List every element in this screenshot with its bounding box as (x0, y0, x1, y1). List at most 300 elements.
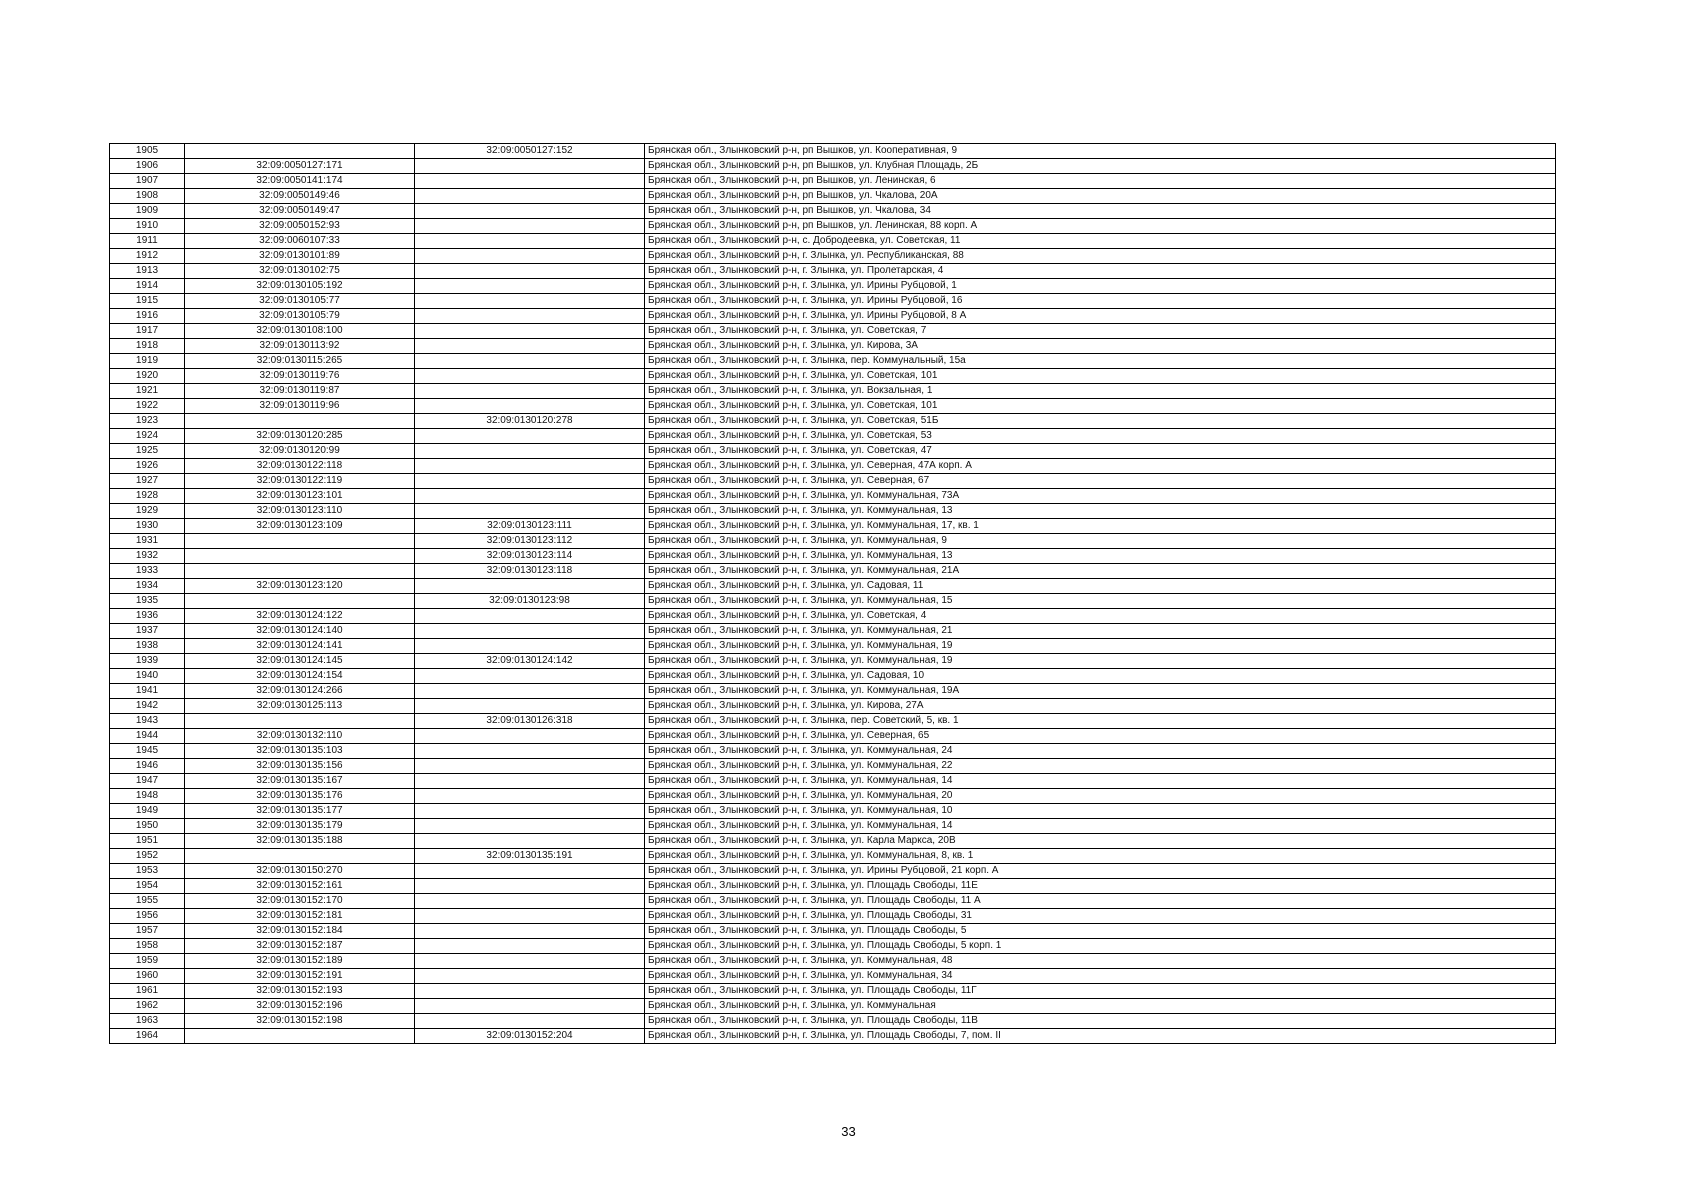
row-number-cell: 1950 (110, 819, 185, 834)
row-number-cell: 1926 (110, 459, 185, 474)
related-cadastral-number-cell (415, 354, 645, 369)
table-row (110, 474, 1556, 489)
table-row (110, 759, 1556, 774)
table-row (110, 339, 1556, 354)
related-cadastral-number-cell (415, 384, 645, 399)
table-row (110, 714, 1556, 729)
row-number-cell: 1941 (110, 684, 185, 699)
address-cell: Брянская обл., Злынковский р-н, рп Вышков, ул. Чкалова, 20А (645, 189, 1556, 204)
row-number-cell: 1952 (110, 849, 185, 864)
related-cadastral-number-cell (415, 234, 645, 249)
cadastral-number-cell: 32:09:0130135:176 (185, 789, 415, 804)
cadastral-number-cell: 32:09:0130122:119 (185, 474, 415, 489)
table-row (110, 504, 1556, 519)
cadastral-number-cell: 32:09:0130152:193 (185, 984, 415, 999)
cadastral-number-cell: 32:09:0130124:154 (185, 669, 415, 684)
address-cell: Брянская обл., Злынковский р-н, г. Злынка, ул. Советская, 4 (645, 609, 1556, 624)
row-number-cell: 1936 (110, 609, 185, 624)
address-cell: Брянская обл., Злынковский р-н, г. Злынка, ул. Коммунальная, 17, кв. 1 (645, 519, 1556, 534)
cadastral-number-cell: 32:09:0130108:100 (185, 324, 415, 339)
address-cell: Брянская обл., Злынковский р-н, г. Злынка, ул. Коммунальная, 10 (645, 804, 1556, 819)
related-cadastral-number-cell (415, 444, 645, 459)
row-number-cell: 1940 (110, 669, 185, 684)
row-number-cell: 1911 (110, 234, 185, 249)
cadastral-number-cell (185, 144, 415, 159)
row-number-cell: 1914 (110, 279, 185, 294)
table-row (110, 1014, 1556, 1029)
row-number-cell: 1928 (110, 489, 185, 504)
cadastral-number-cell: 32:09:0130152:161 (185, 879, 415, 894)
cadastral-number-cell: 32:09:0130135:188 (185, 834, 415, 849)
row-number-cell: 1927 (110, 474, 185, 489)
cadastral-number-cell: 32:09:0130152:198 (185, 1014, 415, 1029)
related-cadastral-number-cell (415, 429, 645, 444)
row-number-cell: 1944 (110, 729, 185, 744)
cadastral-number-cell: 32:09:0130135:103 (185, 744, 415, 759)
related-cadastral-number-cell (415, 399, 645, 414)
table-row (110, 189, 1556, 204)
related-cadastral-number-cell: 32:09:0130123:111 (415, 519, 645, 534)
row-number-cell: 1912 (110, 249, 185, 264)
cadastral-number-cell: 32:09:0130125:113 (185, 699, 415, 714)
row-number-cell: 1923 (110, 414, 185, 429)
row-number-cell: 1964 (110, 1029, 185, 1044)
related-cadastral-number-cell (415, 834, 645, 849)
address-cell: Брянская обл., Злынковский р-н, г. Злынка, ул. Коммунальная, 9 (645, 534, 1556, 549)
address-cell: Брянская обл., Злынковский р-н, г. Злынка, ул. Северная, 65 (645, 729, 1556, 744)
address-cell: Брянская обл., Злынковский р-н, г. Злынка, ул. Северная, 67 (645, 474, 1556, 489)
cadastral-number-cell: 32:09:0130119:76 (185, 369, 415, 384)
related-cadastral-number-cell (415, 879, 645, 894)
address-cell: Брянская обл., Злынковский р-н, г. Злынка, ул. Коммунальная, 73А (645, 489, 1556, 504)
table-row (110, 309, 1556, 324)
address-cell: Брянская обл., Злынковский р-н, г. Злынка, ул. Коммунальная, 22 (645, 759, 1556, 774)
table-row (110, 159, 1556, 174)
cadastral-number-cell: 32:09:0130105:77 (185, 294, 415, 309)
related-cadastral-number-cell: 32:09:0050127:152 (415, 144, 645, 159)
table-row (110, 684, 1556, 699)
related-cadastral-number-cell (415, 759, 645, 774)
row-number-cell: 1937 (110, 624, 185, 639)
address-cell: Брянская обл., Злынковский р-н, рп Вышков, ул. Кооперативная, 9 (645, 144, 1556, 159)
related-cadastral-number-cell (415, 789, 645, 804)
table-row (110, 444, 1556, 459)
cadastral-number-cell (185, 564, 415, 579)
related-cadastral-number-cell (415, 279, 645, 294)
cadastral-number-cell: 32:09:0130152:181 (185, 909, 415, 924)
row-number-cell: 1920 (110, 369, 185, 384)
related-cadastral-number-cell (415, 909, 645, 924)
address-cell: Брянская обл., Злынковский р-н, рп Вышков, ул. Чкалова, 34 (645, 204, 1556, 219)
row-number-cell: 1958 (110, 939, 185, 954)
related-cadastral-number-cell: 32:09:0130120:278 (415, 414, 645, 429)
cadastral-number-cell (185, 414, 415, 429)
address-cell: Брянская обл., Злынковский р-н, г. Злынка, ул. Коммунальная, 14 (645, 819, 1556, 834)
address-cell: Брянская обл., Злынковский р-н, г. Злынка, ул. Площадь Свободы, 31 (645, 909, 1556, 924)
row-number-cell: 1955 (110, 894, 185, 909)
row-number-cell: 1907 (110, 174, 185, 189)
related-cadastral-number-cell (415, 864, 645, 879)
cadastral-number-cell: 32:09:0130123:109 (185, 519, 415, 534)
table-row (110, 414, 1556, 429)
related-cadastral-number-cell: 32:09:0130123:112 (415, 534, 645, 549)
address-cell: Брянская обл., Злынковский р-н, г. Злынка, ул. Советская, 101 (645, 369, 1556, 384)
table-row (110, 849, 1556, 864)
cadastral-number-cell: 32:09:0130124:266 (185, 684, 415, 699)
row-number-cell: 1924 (110, 429, 185, 444)
table-row (110, 279, 1556, 294)
row-number-cell: 1909 (110, 204, 185, 219)
table-row (110, 744, 1556, 759)
address-cell: Брянская обл., Злынковский р-н, с. Добродеевка, ул. Советская, 11 (645, 234, 1556, 249)
address-cell: Брянская обл., Злынковский р-н, г. Злынка, пер. Коммунальный, 15а (645, 354, 1556, 369)
cadastral-number-cell (185, 534, 415, 549)
row-number-cell: 1957 (110, 924, 185, 939)
cadastral-number-cell: 32:09:0130135:156 (185, 759, 415, 774)
table-row (110, 249, 1556, 264)
related-cadastral-number-cell (415, 339, 645, 354)
table-row (110, 624, 1556, 639)
related-cadastral-number-cell (415, 189, 645, 204)
row-number-cell: 1959 (110, 954, 185, 969)
related-cadastral-number-cell (415, 729, 645, 744)
address-cell: Брянская обл., Злынковский р-н, г. Злынка, ул. Ирины Рубцовой, 1 (645, 279, 1556, 294)
address-cell: Брянская обл., Злынковский р-н, г. Злынка, ул. Площадь Свободы, 5 (645, 924, 1556, 939)
table-row (110, 639, 1556, 654)
related-cadastral-number-cell: 32:09:0130123:114 (415, 549, 645, 564)
table-row (110, 774, 1556, 789)
cadastral-number-cell: 32:09:0050149:47 (185, 204, 415, 219)
address-cell: Брянская обл., Злынковский р-н, г. Злынка, ул. Коммунальная, 21А (645, 564, 1556, 579)
table-row (110, 729, 1556, 744)
page-number: 33 (841, 1124, 856, 1139)
address-cell: Брянская обл., Злынковский р-н, г. Злынка, ул. Северная, 47А корп. А (645, 459, 1556, 474)
table-row (110, 294, 1556, 309)
row-number-cell: 1906 (110, 159, 185, 174)
table-row (110, 924, 1556, 939)
cadastral-number-cell: 32:09:0130152:170 (185, 894, 415, 909)
address-cell: Брянская обл., Злынковский р-н, г. Злынка, ул. Коммунальная, 14 (645, 774, 1556, 789)
related-cadastral-number-cell (415, 819, 645, 834)
related-cadastral-number-cell: 32:09:0130123:118 (415, 564, 645, 579)
row-number-cell: 1938 (110, 639, 185, 654)
cadastral-number-cell: 32:09:0130123:110 (185, 504, 415, 519)
table-row (110, 204, 1556, 219)
row-number-cell: 1913 (110, 264, 185, 279)
address-cell: Брянская обл., Злынковский р-н, г. Злынка, ул. Коммунальная, 34 (645, 969, 1556, 984)
related-cadastral-number-cell (415, 954, 645, 969)
address-cell: Брянская обл., Злынковский р-н, г. Злынка, ул. Садовая, 11 (645, 579, 1556, 594)
row-number-cell: 1916 (110, 309, 185, 324)
related-cadastral-number-cell (415, 219, 645, 234)
address-cell: Брянская обл., Злынковский р-н, рп Вышков, ул. Ленинская, 88 корп. А (645, 219, 1556, 234)
address-cell: Брянская обл., Злынковский р-н, рп Вышков, ул. Клубная Площадь, 2Б (645, 159, 1556, 174)
related-cadastral-number-cell (415, 999, 645, 1014)
related-cadastral-number-cell (415, 624, 645, 639)
row-number-cell: 1954 (110, 879, 185, 894)
cadastral-number-cell: 32:09:0130101:89 (185, 249, 415, 264)
address-cell: Брянская обл., Злынковский р-н, г. Злынка, ул. Советская, 101 (645, 399, 1556, 414)
address-cell: Брянская обл., Злынковский р-н, г. Злынка, ул. Коммунальная, 13 (645, 504, 1556, 519)
table-row (110, 519, 1556, 534)
related-cadastral-number-cell (415, 609, 645, 624)
address-cell: Брянская обл., Злынковский р-н, г. Злынка, ул. Советская, 47 (645, 444, 1556, 459)
cadastral-number-cell: 32:09:0130135:177 (185, 804, 415, 819)
row-number-cell: 1948 (110, 789, 185, 804)
row-number-cell: 1925 (110, 444, 185, 459)
address-cell: Брянская обл., Злынковский р-н, г. Злынка, ул. Коммунальная, 8, кв. 1 (645, 849, 1556, 864)
address-cell: Брянская обл., Злынковский р-н, г. Злынка, ул. Советская, 7 (645, 324, 1556, 339)
cadastral-number-cell: 32:09:0130152:187 (185, 939, 415, 954)
address-cell: Брянская обл., Злынковский р-н, рп Вышков, ул. Ленинская, 6 (645, 174, 1556, 189)
row-number-cell: 1922 (110, 399, 185, 414)
cadastral-number-cell: 32:09:0130124:122 (185, 609, 415, 624)
cadastral-number-cell: 32:09:0050149:46 (185, 189, 415, 204)
table-row (110, 894, 1556, 909)
address-cell: Брянская обл., Злынковский р-н, г. Злынка, ул. Коммунальная, 13 (645, 549, 1556, 564)
address-cell: Брянская обл., Злынковский р-н, г. Злынка, ул. Советская, 51Б (645, 414, 1556, 429)
related-cadastral-number-cell (415, 504, 645, 519)
address-cell: Брянская обл., Злынковский р-н, г. Злынка, ул. Коммунальная (645, 999, 1556, 1014)
cadastral-number-cell (185, 849, 415, 864)
related-cadastral-number-cell (415, 369, 645, 384)
table-row (110, 819, 1556, 834)
related-cadastral-number-cell (415, 774, 645, 789)
cadastral-number-cell (185, 549, 415, 564)
address-cell: Брянская обл., Злынковский р-н, г. Злынка, ул. Кирова, 3А (645, 339, 1556, 354)
table-row (110, 264, 1556, 279)
row-number-cell: 1933 (110, 564, 185, 579)
row-number-cell: 1931 (110, 534, 185, 549)
related-cadastral-number-cell (415, 984, 645, 999)
table-row (110, 1029, 1556, 1044)
row-number-cell: 1930 (110, 519, 185, 534)
address-cell: Брянская обл., Злынковский р-н, г. Злынка, ул. Площадь Свободы, 5 корп. 1 (645, 939, 1556, 954)
table-body (110, 144, 1556, 1044)
table-row (110, 834, 1556, 849)
address-cell: Брянская обл., Злынковский р-н, г. Злынка, ул. Площадь Свободы, 11Е (645, 879, 1556, 894)
row-number-cell: 1956 (110, 909, 185, 924)
table-row (110, 459, 1556, 474)
table-row (110, 909, 1556, 924)
cadastral-number-cell (185, 714, 415, 729)
address-cell: Брянская обл., Злынковский р-н, г. Злынка, ул. Коммунальная, 15 (645, 594, 1556, 609)
cadastral-number-cell: 32:09:0130150:270 (185, 864, 415, 879)
related-cadastral-number-cell (415, 264, 645, 279)
cadastral-number-cell: 32:09:0130119:96 (185, 399, 415, 414)
row-number-cell: 1946 (110, 759, 185, 774)
related-cadastral-number-cell (415, 204, 645, 219)
table-row (110, 594, 1556, 609)
address-cell: Брянская обл., Злынковский р-н, г. Злынка, ул. Советская, 53 (645, 429, 1556, 444)
cadastral-number-cell: 32:09:0130122:118 (185, 459, 415, 474)
table-row (110, 354, 1556, 369)
table-row (110, 699, 1556, 714)
address-cell: Брянская обл., Злынковский р-н, г. Злынка, ул. Коммунальная, 48 (645, 954, 1556, 969)
related-cadastral-number-cell (415, 924, 645, 939)
address-cell: Брянская обл., Злынковский р-н, г. Злынка, ул. Площадь Свободы, 11 А (645, 894, 1556, 909)
row-number-cell: 1918 (110, 339, 185, 354)
cadastral-number-cell: 32:09:0130123:120 (185, 579, 415, 594)
row-number-cell: 1905 (110, 144, 185, 159)
related-cadastral-number-cell: 32:09:0130124:142 (415, 654, 645, 669)
row-number-cell: 1951 (110, 834, 185, 849)
address-cell: Брянская обл., Злынковский р-н, г. Злынка, ул. Коммунальная, 19 (645, 639, 1556, 654)
address-cell: Брянская обл., Злынковский р-н, г. Злынка, ул. Коммунальная, 19А (645, 684, 1556, 699)
table-row (110, 564, 1556, 579)
cadastral-number-cell: 32:09:0130115:265 (185, 354, 415, 369)
address-cell: Брянская обл., Злынковский р-н, г. Злынка, ул. Коммунальная, 19 (645, 654, 1556, 669)
row-number-cell: 1960 (110, 969, 185, 984)
table-row (110, 984, 1556, 999)
table-row (110, 144, 1556, 159)
cadastral-number-cell: 32:09:0130135:167 (185, 774, 415, 789)
related-cadastral-number-cell (415, 294, 645, 309)
related-cadastral-number-cell: 32:09:0130135:191 (415, 849, 645, 864)
cadastral-number-cell: 32:09:0130105:79 (185, 309, 415, 324)
cadastral-number-cell (185, 594, 415, 609)
table-row (110, 369, 1556, 384)
related-cadastral-number-cell: 32:09:0130123:98 (415, 594, 645, 609)
address-cell: Брянская обл., Злынковский р-н, г. Злынка, ул. Ирины Рубцовой, 16 (645, 294, 1556, 309)
cadastral-number-cell: 32:09:0130135:179 (185, 819, 415, 834)
address-cell: Брянская обл., Злынковский р-н, г. Злынка, ул. Площадь Свободы, 11Г (645, 984, 1556, 999)
table-row (110, 384, 1556, 399)
property-table (109, 143, 1556, 1044)
address-cell: Брянская обл., Злынковский р-н, г. Злынка, ул. Площадь Свободы, 11В (645, 1014, 1556, 1029)
row-number-cell: 1947 (110, 774, 185, 789)
address-cell: Брянская обл., Злынковский р-н, г. Злынка, ул. Площадь Свободы, 7, пом. II (645, 1029, 1556, 1044)
related-cadastral-number-cell (415, 939, 645, 954)
address-cell: Брянская обл., Злынковский р-н, г. Злынка, ул. Ирины Рубцовой, 21 корп. А (645, 864, 1556, 879)
address-cell: Брянская обл., Злынковский р-н, г. Злынка, ул. Кирова, 27А (645, 699, 1556, 714)
table-row (110, 219, 1556, 234)
related-cadastral-number-cell (415, 309, 645, 324)
cadastral-number-cell: 32:09:0130152:196 (185, 999, 415, 1014)
row-number-cell: 1942 (110, 699, 185, 714)
row-number-cell: 1962 (110, 999, 185, 1014)
cadastral-number-cell: 32:09:0050127:171 (185, 159, 415, 174)
related-cadastral-number-cell (415, 639, 645, 654)
address-cell: Брянская обл., Злынковский р-н, г. Злынка, ул. Коммунальная, 21 (645, 624, 1556, 639)
cadastral-number-cell: 32:09:0130102:75 (185, 264, 415, 279)
row-number-cell: 1961 (110, 984, 185, 999)
related-cadastral-number-cell (415, 474, 645, 489)
cadastral-number-cell: 32:09:0130152:184 (185, 924, 415, 939)
cadastral-number-cell: 32:09:0130124:141 (185, 639, 415, 654)
table-row (110, 954, 1556, 969)
address-cell: Брянская обл., Злынковский р-н, г. Злынка, ул. Республиканская, 88 (645, 249, 1556, 264)
table-row (110, 399, 1556, 414)
related-cadastral-number-cell: 32:09:0130152:204 (415, 1029, 645, 1044)
row-number-cell: 1963 (110, 1014, 185, 1029)
row-number-cell: 1908 (110, 189, 185, 204)
table-row (110, 654, 1556, 669)
table-row (110, 609, 1556, 624)
table-row (110, 999, 1556, 1014)
table-row (110, 549, 1556, 564)
row-number-cell: 1932 (110, 549, 185, 564)
row-number-cell: 1929 (110, 504, 185, 519)
cadastral-number-cell: 32:09:0130113:92 (185, 339, 415, 354)
cadastral-number-cell: 32:09:0130124:145 (185, 654, 415, 669)
row-number-cell: 1939 (110, 654, 185, 669)
table-row (110, 324, 1556, 339)
address-cell: Брянская обл., Злынковский р-н, г. Злынка, ул. Коммунальная, 24 (645, 744, 1556, 759)
table-row (110, 234, 1556, 249)
cadastral-number-cell: 32:09:0130132:110 (185, 729, 415, 744)
table-row (110, 489, 1556, 504)
related-cadastral-number-cell (415, 804, 645, 819)
cadastral-number-cell: 32:09:0050152:93 (185, 219, 415, 234)
cadastral-number-cell: 32:09:0130152:191 (185, 969, 415, 984)
related-cadastral-number-cell: 32:09:0130126:318 (415, 714, 645, 729)
related-cadastral-number-cell (415, 699, 645, 714)
related-cadastral-number-cell (415, 249, 645, 264)
row-number-cell: 1915 (110, 294, 185, 309)
related-cadastral-number-cell (415, 1014, 645, 1029)
row-number-cell: 1921 (110, 384, 185, 399)
table-row (110, 174, 1556, 189)
cadastral-number-cell: 32:09:0130152:189 (185, 954, 415, 969)
related-cadastral-number-cell (415, 969, 645, 984)
table-row (110, 879, 1556, 894)
row-number-cell: 1934 (110, 579, 185, 594)
related-cadastral-number-cell (415, 684, 645, 699)
row-number-cell: 1935 (110, 594, 185, 609)
related-cadastral-number-cell (415, 894, 645, 909)
related-cadastral-number-cell (415, 579, 645, 594)
table-row (110, 969, 1556, 984)
related-cadastral-number-cell (415, 174, 645, 189)
row-number-cell: 1943 (110, 714, 185, 729)
related-cadastral-number-cell (415, 324, 645, 339)
row-number-cell: 1945 (110, 744, 185, 759)
cadastral-number-cell: 32:09:0130123:101 (185, 489, 415, 504)
table-row (110, 669, 1556, 684)
cadastral-number-cell: 32:09:0060107:33 (185, 234, 415, 249)
address-cell: Брянская обл., Злынковский р-н, г. Злынка, ул. Садовая, 10 (645, 669, 1556, 684)
table-row (110, 534, 1556, 549)
address-cell: Брянская обл., Злынковский р-н, г. Злынка, ул. Пролетарская, 4 (645, 264, 1556, 279)
related-cadastral-number-cell (415, 159, 645, 174)
address-cell: Брянская обл., Злынковский р-н, г. Злынка, ул. Ирины Рубцовой, 8 А (645, 309, 1556, 324)
row-number-cell: 1919 (110, 354, 185, 369)
table-row (110, 939, 1556, 954)
row-number-cell: 1917 (110, 324, 185, 339)
row-number-cell: 1949 (110, 804, 185, 819)
related-cadastral-number-cell (415, 489, 645, 504)
address-cell: Брянская обл., Злынковский р-н, г. Злынка, ул. Карла Маркса, 20В (645, 834, 1556, 849)
cadastral-number-cell: 32:09:0130120:99 (185, 444, 415, 459)
cadastral-number-cell: 32:09:0050141:174 (185, 174, 415, 189)
table-row (110, 579, 1556, 594)
cadastral-number-cell: 32:09:0130119:87 (185, 384, 415, 399)
related-cadastral-number-cell (415, 744, 645, 759)
cadastral-number-cell: 32:09:0130124:140 (185, 624, 415, 639)
address-cell: Брянская обл., Злынковский р-н, г. Злынка, ул. Вокзальная, 1 (645, 384, 1556, 399)
table-row (110, 789, 1556, 804)
related-cadastral-number-cell (415, 459, 645, 474)
table-row (110, 804, 1556, 819)
table-row (110, 429, 1556, 444)
row-number-cell: 1910 (110, 219, 185, 234)
table-row (110, 864, 1556, 879)
row-number-cell: 1953 (110, 864, 185, 879)
cadastral-number-cell: 32:09:0130120:285 (185, 429, 415, 444)
cadastral-number-cell (185, 1029, 415, 1044)
address-cell: Брянская обл., Злынковский р-н, г. Злынка, ул. Коммунальная, 20 (645, 789, 1556, 804)
